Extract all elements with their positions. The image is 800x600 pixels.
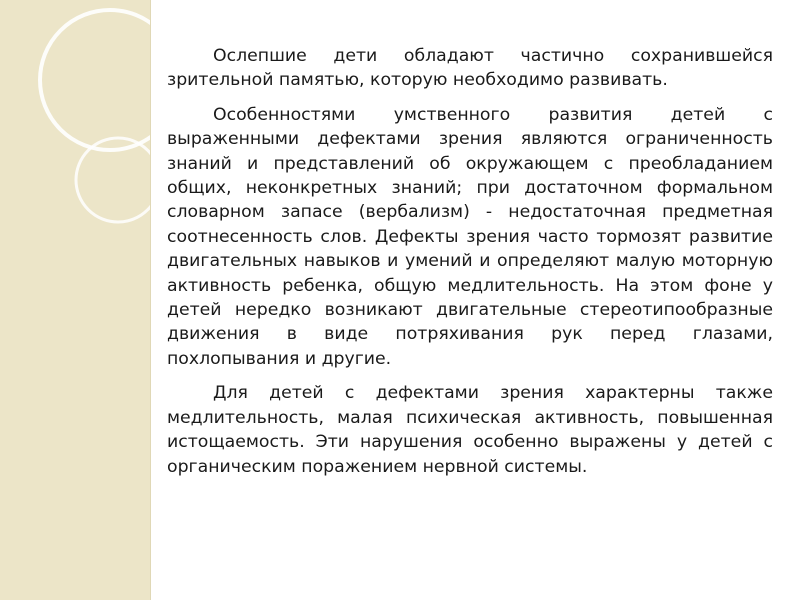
paragraph-3: Для детей с дефектами зрения характерны также медлительность, малая психическая активность, повышенная истощаемость. Эти нарушения особенно выражены у детей с органическим поражением нервной системы.	[167, 383, 773, 477]
paragraph-1: Ослепшие дети обладают частично сохранившейся зрительной памятью, которую необходимо развивать.	[167, 46, 773, 91]
paragraph-2: Особенностями умственного развития детей с выраженными дефектами зрения являются ограниченность знаний и представлений об окружающем с преобладанием общих, неконкретных знаний; при достаточном формальном словарном запасе (вербализм) - недостаточная предметная соотнесенность слов. Дефекты зрения часто тормозят развитие двигательных навыков и умений и определяют малую моторную активность ребенка, общую медлительность. На этом фоне у детей нередко возникают двигательные стереотипообразные движения в виде потряхивания рук перед глазами, похлопывания и другие.	[167, 104, 773, 369]
large-ring	[40, 10, 150, 150]
decorative-side-panel	[0, 0, 150, 600]
panel-divider	[150, 0, 151, 600]
slide-body-text	[167, 44, 773, 489]
decorative-rings-graphic	[0, 0, 150, 600]
